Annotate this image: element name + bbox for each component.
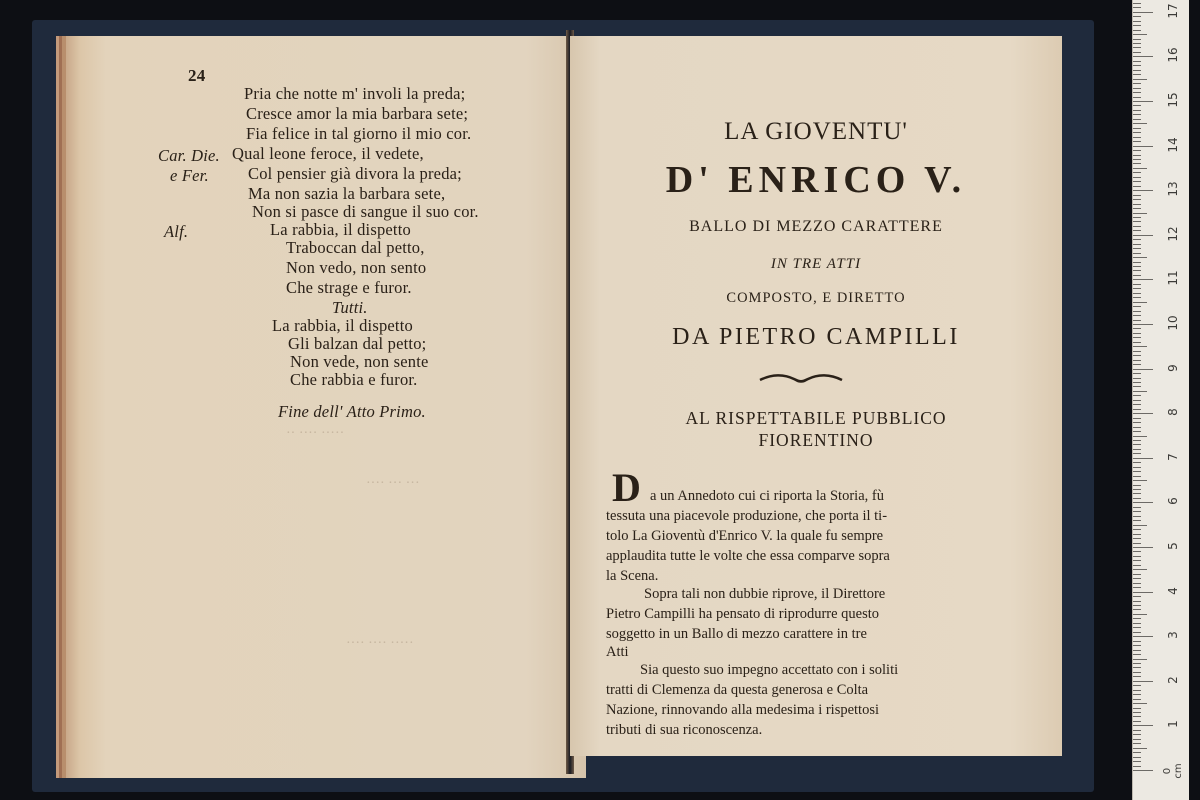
ruler-tick [1133, 114, 1141, 115]
dedication-line-1: AL RISPETTABILE PUBBLICO [685, 408, 947, 428]
show-through-text: ·· ···· ····· [286, 426, 345, 441]
ruler-tick [1133, 770, 1153, 771]
ruler-tick [1133, 592, 1153, 593]
ruler-tick [1133, 364, 1141, 365]
speaker-label: e Fer. [170, 166, 209, 185]
ruler-tick [1133, 360, 1141, 361]
ruler-tick [1133, 297, 1141, 298]
ruler-tick [1133, 752, 1141, 753]
body-line: a un Annedoto cui ci riporta la Storia, fù [650, 488, 884, 504]
verse-line: Che rabbia e furor. [290, 370, 418, 389]
ruler-tick [1133, 253, 1141, 254]
ruler-tick [1133, 333, 1141, 334]
ruler-tick [1133, 485, 1141, 486]
verse-line: Gli balzan dal petto; [288, 334, 427, 353]
ruler-tick [1133, 663, 1141, 664]
body-line: soggetto in un Ballo di mezzo carattere in tre [606, 626, 867, 642]
ruler-tick [1133, 685, 1141, 686]
ruler-tick [1133, 721, 1141, 722]
ruler-tick [1133, 516, 1141, 517]
ruler-tick [1133, 636, 1153, 637]
verse-line: Cresce amor la mia barbara sete; [246, 104, 469, 123]
ruler-tick [1133, 123, 1147, 124]
ruler-tick [1133, 395, 1141, 396]
ruler-number: 8 [1166, 408, 1180, 417]
ruler-tick [1133, 163, 1141, 164]
ruler-number: 2 [1166, 675, 1180, 684]
ruler-tick [1133, 453, 1141, 454]
speaker-label: Car. Die. [158, 146, 220, 165]
ruler-tick [1133, 177, 1141, 178]
ruler-tick [1133, 716, 1141, 717]
ruler-tick [1133, 493, 1141, 494]
ruler-number: 7 [1166, 452, 1180, 461]
ruler-tick [1133, 97, 1141, 98]
ruler-tick [1133, 92, 1141, 93]
ruler-tick [1133, 748, 1147, 749]
ruler-tick [1133, 284, 1141, 285]
ruler-tick [1133, 34, 1147, 35]
ruler-tick [1133, 105, 1141, 106]
ruler-tick [1133, 235, 1153, 236]
ruler-tick [1133, 708, 1141, 709]
ruler-tick [1133, 551, 1141, 552]
ruler-tick [1133, 502, 1153, 503]
ruler-tick [1133, 83, 1141, 84]
ruler-tick [1133, 373, 1141, 374]
ruler-tick [1133, 547, 1153, 548]
ruler-tick [1133, 565, 1141, 566]
verse-line: Fia felice in tal giorno il mio cor. [246, 124, 472, 143]
ruler-tick [1133, 346, 1147, 347]
ruler-tick [1133, 16, 1141, 17]
ruler-tick [1133, 645, 1141, 646]
ruler-tick [1133, 596, 1141, 597]
ruler-tick [1133, 601, 1141, 602]
ruler-tick [1133, 150, 1141, 151]
ruler-tick [1133, 137, 1141, 138]
ruler-number: 11 [1166, 270, 1180, 287]
ruler-tick [1133, 262, 1141, 263]
ruler-unit: 0 cm [1162, 763, 1184, 779]
ruler-tick [1133, 529, 1141, 530]
ruler-tick [1133, 221, 1141, 222]
ruler-tick [1133, 560, 1141, 561]
ruler-tick [1133, 217, 1141, 218]
ruler-tick [1133, 146, 1153, 147]
ruler-tick [1133, 159, 1141, 160]
verse-line: Ma non sazia la barbara sete, [248, 184, 446, 203]
ruler-tick [1133, 74, 1141, 75]
ruler-tick [1133, 172, 1141, 173]
ruler-tick [1133, 270, 1141, 271]
ruler-tick [1133, 186, 1141, 187]
ruler-tick [1133, 190, 1153, 191]
page-number: 24 [188, 66, 206, 85]
ruler-tick [1133, 311, 1141, 312]
subtitle: BALLO DI MEZZO CARATTERE [689, 218, 943, 235]
ruler-tick [1133, 369, 1153, 370]
body-line: tributi di sua riconoscenza. [606, 722, 763, 738]
ruler-tick [1133, 436, 1147, 437]
ruler-tick [1133, 12, 1153, 13]
ruler-tick [1133, 320, 1141, 321]
ruler-tick [1133, 757, 1141, 758]
title-line-2: D' ENRICO V. [665, 159, 967, 201]
ruler-tick [1133, 342, 1141, 343]
ruler-tick [1133, 507, 1141, 508]
ruler-tick [1133, 583, 1141, 584]
ruler-number: 6 [1166, 497, 1180, 506]
ruler-tick [1133, 498, 1141, 499]
ruler-tick [1133, 226, 1141, 227]
ruler-tick [1133, 667, 1141, 668]
body-line: Atti [606, 644, 629, 660]
ruler-tick [1133, 730, 1141, 731]
ruler-tick [1133, 70, 1141, 71]
ruler-tick [1133, 480, 1147, 481]
ruler-tick [1133, 543, 1141, 544]
ruler-tick [1133, 52, 1141, 53]
ruler-tick [1133, 315, 1141, 316]
ruler-tick [1133, 79, 1147, 80]
ruler-tick [1133, 39, 1141, 40]
ruler-number: 15 [1166, 92, 1180, 108]
ornament-icon [758, 372, 844, 386]
ruler-tick [1133, 119, 1141, 120]
ruler-tick [1133, 43, 1141, 44]
measuring-ruler [1132, 0, 1189, 800]
ruler-tick [1133, 204, 1141, 205]
ruler-number: 14 [1166, 136, 1180, 153]
ruler-tick [1133, 654, 1141, 655]
ruler-tick [1133, 230, 1141, 231]
ruler-tick [1133, 467, 1141, 468]
ruler-tick [1133, 725, 1153, 726]
body-line: applaudita tutte le volte che essa comparve sopra [606, 548, 890, 564]
ruler-tick [1133, 382, 1141, 383]
body-line: Pietro Campilli ha pensato di riprodurre questo [606, 606, 880, 622]
speaker-label: Alf. [164, 222, 189, 241]
ruler-tick [1133, 676, 1141, 677]
ruler-number: 10 [1166, 315, 1180, 331]
ruler-tick [1133, 266, 1141, 267]
ruler-tick [1133, 351, 1141, 352]
ruler-tick [1133, 302, 1147, 303]
ruler-tick [1133, 288, 1141, 289]
ruler-tick [1133, 65, 1141, 66]
ruler-tick [1133, 141, 1141, 142]
ruler-tick [1133, 324, 1153, 325]
ruler-tick [1133, 404, 1141, 405]
ruler-tick [1133, 21, 1141, 22]
ruler-tick [1133, 632, 1141, 633]
ruler-tick [1133, 101, 1153, 102]
ruler-tick [1133, 400, 1141, 401]
ruler-tick [1133, 471, 1141, 472]
ruler-tick [1133, 650, 1141, 651]
ruler-tick [1133, 239, 1141, 240]
ruler-tick [1133, 56, 1153, 57]
dedication-line-2: FIORENTINO [758, 430, 874, 450]
ruler-tick [1133, 3, 1141, 4]
body-line: tratti di Clemenza da questa generosa e Colta [606, 682, 869, 698]
ruler-tick [1133, 413, 1153, 414]
ruler-tick [1133, 449, 1141, 450]
act-end-line: Fine dell' Atto Primo. [278, 402, 426, 421]
drop-cap: D [612, 465, 641, 510]
ruler-number: 9 [1166, 363, 1180, 372]
ruler-number: 12 [1166, 226, 1180, 242]
ruler-tick [1133, 587, 1141, 588]
show-through-text: ···· ···· ····· [346, 636, 414, 651]
ruler-tick [1133, 703, 1147, 704]
ruler-tick [1133, 199, 1141, 200]
ruler-tick [1133, 743, 1141, 744]
ruler-tick [1133, 659, 1147, 660]
ruler-tick [1133, 578, 1141, 579]
ruler-tick [1133, 699, 1141, 700]
body-line: tolo La Gioventù d'Enrico V. la quale fu sempre [606, 528, 884, 544]
ruler-tick [1133, 690, 1141, 691]
ruler-tick [1133, 257, 1147, 258]
verse-line: Non vede, non sente [290, 352, 429, 371]
ruler-tick [1133, 128, 1141, 129]
ruler-tick [1133, 248, 1141, 249]
left-page [62, 36, 586, 778]
ruler-tick [1133, 47, 1141, 48]
ruler-tick [1133, 440, 1141, 441]
ruler-tick [1133, 279, 1153, 280]
ruler-tick [1133, 61, 1141, 62]
title-line-1: LA GIOVENTU' [724, 118, 908, 145]
body-line: Nazione, rinnovando alla medesima i rispettosi [606, 702, 880, 718]
verse-line: Qual leone feroce, il vedete, [232, 144, 424, 163]
ruler-tick [1133, 418, 1141, 419]
ruler-tick [1133, 458, 1153, 459]
ruler-number: 5 [1166, 542, 1180, 550]
verse-line: Non si pasce di sangue il suo cor. [252, 202, 479, 221]
ruler-tick [1133, 208, 1141, 209]
ruler-number: 17 [1166, 3, 1180, 19]
verse-line: La rabbia, il dispetto [270, 220, 411, 239]
verse-line: Col pensier già divora la preda; [248, 164, 462, 183]
ruler-tick [1133, 489, 1141, 490]
body-line: la Scena. [606, 568, 659, 584]
ruler-tick [1133, 739, 1141, 740]
ruler-tick [1133, 337, 1141, 338]
ruler-tick [1133, 110, 1141, 111]
composed-line: COMPOSTO, E DIRETTO [726, 290, 906, 306]
ruler-tick [1133, 306, 1141, 307]
ruler-tick [1133, 766, 1141, 767]
ruler-tick [1133, 462, 1141, 463]
ruler-tick [1133, 328, 1141, 329]
ruler-number: 1 [1166, 720, 1180, 729]
ruler-tick [1133, 538, 1141, 539]
ruler-tick [1133, 569, 1147, 570]
ruler-tick [1133, 511, 1141, 512]
ruler-tick [1133, 275, 1141, 276]
ruler-number: 4 [1166, 586, 1180, 595]
ruler-tick [1133, 168, 1147, 169]
ruler-tick [1133, 734, 1141, 735]
ruler-tick [1133, 681, 1153, 682]
ruler-tick [1133, 574, 1141, 575]
ruler-tick [1133, 155, 1141, 156]
ruler-tick [1133, 88, 1141, 89]
ruler-tick [1133, 672, 1141, 673]
ruler-tick [1133, 712, 1141, 713]
verse-line: Che strage e furor. [286, 278, 412, 297]
verse-line: Traboccan dal petto, [286, 238, 425, 257]
ruler-tick [1133, 391, 1147, 392]
ruler-tick [1133, 431, 1141, 432]
ruler-tick [1133, 641, 1141, 642]
verse-line: Non vedo, non sento [286, 258, 427, 277]
ruler-tick [1133, 614, 1147, 615]
ruler-tick [1133, 623, 1141, 624]
ruler-tick [1133, 476, 1141, 477]
ruler-number: 16 [1166, 47, 1180, 64]
ruler-tick [1133, 627, 1141, 628]
verse-line: Tutti. [332, 298, 368, 317]
show-through-text: ···· ··· ··· [366, 476, 420, 491]
author-line: DA PIETRO CAMPILLI [672, 324, 960, 350]
ruler-tick [1133, 132, 1141, 133]
ruler-tick [1133, 378, 1141, 379]
ruler-tick [1133, 444, 1141, 445]
ruler-number: 3 [1166, 631, 1180, 640]
ruler-tick [1133, 244, 1141, 245]
ruler-tick [1133, 534, 1141, 535]
ruler-tick [1133, 694, 1141, 695]
ruler-tick [1133, 409, 1141, 410]
ruler-tick [1133, 25, 1141, 26]
ruler-tick [1133, 386, 1141, 387]
ruler-tick [1133, 195, 1141, 196]
ruler-tick [1133, 7, 1141, 8]
ruler-tick [1133, 30, 1141, 31]
ruler-tick [1133, 525, 1147, 526]
body-line: tessuta una piacevole produzione, che porta il ti- [606, 508, 888, 524]
body-line: Sopra tali non dubbie riprove, il Direttore [644, 586, 886, 602]
ruler-tick [1133, 422, 1141, 423]
ruler-tick [1133, 181, 1141, 182]
ruler-tick [1133, 556, 1141, 557]
ruler-tick [1133, 520, 1141, 521]
verse-line: La rabbia, il dispetto [272, 316, 413, 335]
acts-line: IN TRE ATTI [770, 256, 862, 272]
ruler-number: 13 [1166, 181, 1180, 197]
ruler-tick [1133, 213, 1147, 214]
verse-line: Pria che notte m' involi la preda; [244, 84, 466, 103]
ruler-tick [1133, 293, 1141, 294]
ruler-tick [1133, 605, 1141, 606]
ruler-tick [1133, 427, 1141, 428]
right-page [570, 36, 1062, 756]
ruler-tick [1133, 761, 1141, 762]
ruler-tick [1133, 355, 1141, 356]
ruler-tick [1133, 618, 1141, 619]
ruler-tick [1133, 609, 1141, 610]
body-line: Sia questo suo impegno accettato con i soliti [640, 662, 899, 678]
